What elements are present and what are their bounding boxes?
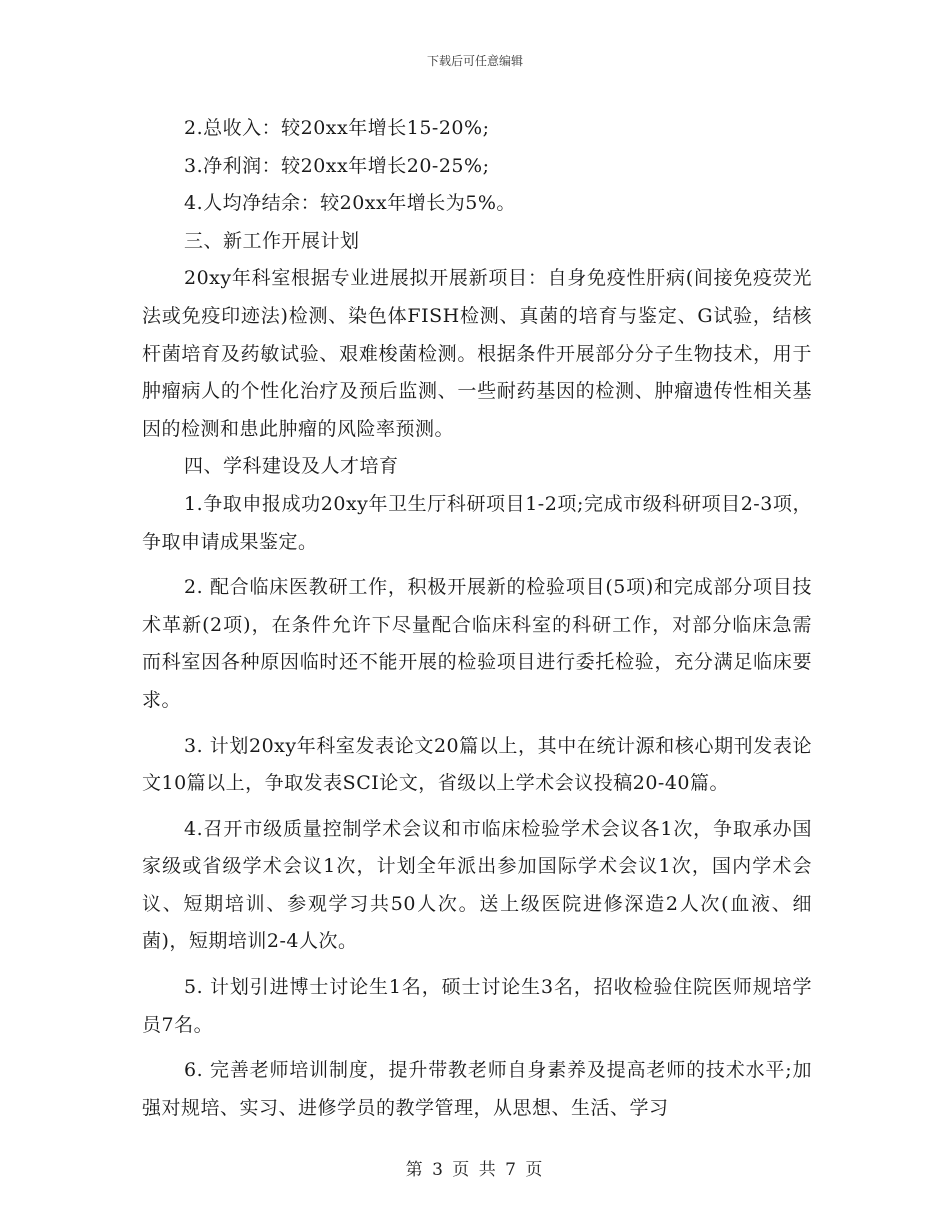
document-body — [142, 110, 812, 1127]
paragraph-publications: 3. 计划20xy年科室发表论文20篇以上，其中在统计源和核心期刊发表论文10篇以上，争取发表SCI论文，省级以上学术会议投稿20-40篇。 — [142, 734, 812, 795]
paragraph-talent-recruitment: 5. 计划引进博士讨论生1名，硕士讨论生3名，招收检验住院医师规培学员7名。 — [142, 976, 812, 1036]
paragraph-academic-conferences: 4.召开市级质量控制学术会议和市临床检验学术会议各1次，争取承办国家级或省级学术会议1次，计划全年派出参加国际学术会议1次，国内学术会议、短期培训、参观学习共50人次。送上级医院进修深造2人次(血液、细菌)，短期培训2-4人次。 — [142, 817, 812, 953]
page-footer: 第 3 页 共 7 页 — [405, 1160, 545, 1180]
paragraph-teacher-training: 6. 完善老师培训制度，提升带教老师自身素养及提高老师的技术水平;加强对规培、实习、进修学员的教学管理，从思想、生活、学习 — [142, 1059, 812, 1119]
paragraph-per-capita-surplus: 4.人均净结余：较20xx年增长为5%。 — [184, 192, 516, 215]
section-heading-discipline-building: 四、学科建设及人才培育 — [184, 455, 399, 478]
section-heading-new-work-plan: 三、新工作开展计划 — [184, 229, 360, 252]
paragraph-new-projects: 20xy年科室根据专业进展拟开展新项目：自身免疫性肝病(间接免疫荧光法或免疫印迹法)检测、染色体FISH检测、真菌的培育与鉴定、G试验，结核杆菌培育及药敏试验、艰难梭菌检测。根据条件开展部分分子生物技术，用于肿瘤病人的个性化治疗及预后监测、一些耐药基因的检测、肿瘤遗传性相关基因的检测和患此肿瘤的风险率预测。 — [142, 267, 812, 440]
page-header: 下载后可任意编辑 — [426, 54, 523, 68]
paragraph-net-profit: 3.净利润：较20xx年增长20-25%; — [184, 154, 490, 177]
paragraph-research-projects: 1.争取申报成功20xy年卫生厅科研项目1-2项;完成市级科研项目2-3项，争取申请成果鉴定。 — [142, 492, 812, 553]
paragraph-total-income: 2.总收入：较20xx年增长15-20%; — [184, 117, 490, 139]
paragraph-clinical-cooperation: 2. 配合临床医教研工作，积极开展新的检验项目(5项)和完成部分项目技术革新(2项)，在条件允许下尽量配合临床科室的科研工作，对部分临床急需而科室因各种原因临时还不能开展的检验项目进行委托检验，充分满足临床要求。 — [142, 576, 812, 711]
